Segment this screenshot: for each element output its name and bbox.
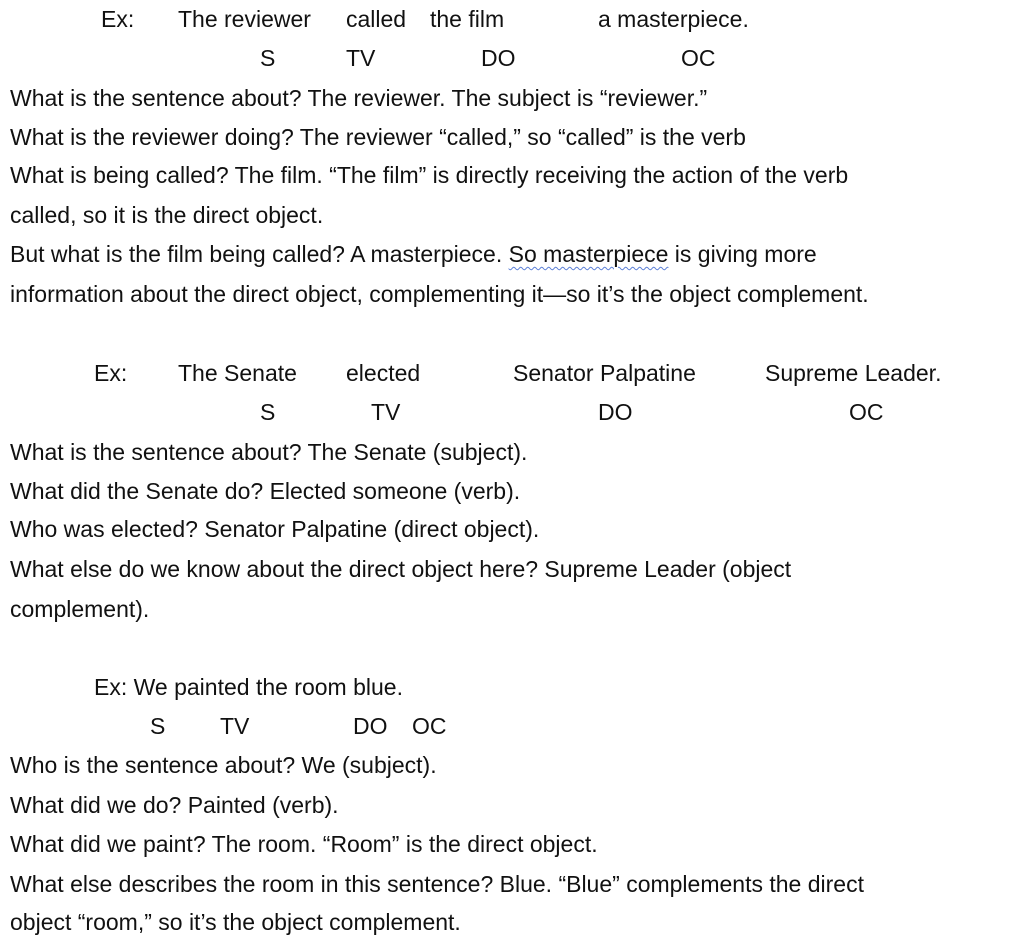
example2-label: Ex: <box>94 360 128 386</box>
example3-tag-do: DO <box>353 713 388 739</box>
example1-word-verb: called <box>346 6 407 32</box>
example1-tag-tv: TV <box>346 45 376 71</box>
example3-line-1: Who is the sentence about? We (subject). <box>10 752 437 778</box>
example3-sentence: Ex: We painted the room blue. <box>94 674 403 700</box>
example3-tag-s: S <box>150 713 166 739</box>
example1-tag-s: S <box>260 45 276 71</box>
example1-line-5-start: But what is the film being called? A masterpiece. <box>10 241 509 267</box>
example1-tag-oc: OC <box>681 45 716 71</box>
example3-tag-oc: OC <box>412 713 447 739</box>
example1-line-3: What is being called? The film. “The film” is directly receiving the action of the verb <box>10 162 849 188</box>
example1-line-5 <box>10 243 817 266</box>
example1-label: Ex: <box>101 6 135 32</box>
example2-tag-do: DO <box>598 399 633 425</box>
example2-word-direct-object: Senator Palpatine <box>513 360 696 386</box>
example2-line-5: complement). <box>10 596 150 622</box>
example1-tag-do: DO <box>481 45 516 71</box>
example1-line-1: What is the sentence about? The reviewer. The subject is “reviewer.” <box>10 85 708 111</box>
grammar-flag[interactable]: So masterpiece <box>508 241 669 267</box>
example3-line-3: What did we paint? The room. “Room” is the direct object. <box>10 831 598 857</box>
example2-line-1: What is the sentence about? The Senate (subject). <box>10 439 528 465</box>
example2-tag-tv: TV <box>371 399 401 425</box>
example1-line-4: called, so it is the direct object. <box>10 202 324 228</box>
example2-line-2: What did the Senate do? Elected someone (verb). <box>10 478 521 504</box>
example3-line-4: What else describes the room in this sentence? Blue. “Blue” complements the direct <box>10 871 864 897</box>
example2-tag-s: S <box>260 399 276 425</box>
example3-line-2: What did we do? Painted (verb). <box>10 792 339 818</box>
example1-word-object-complement: a masterpiece. <box>598 6 749 32</box>
example2-word-subject: The Senate <box>178 360 297 386</box>
example3-line-5: object “room,” so it’s the object complement. <box>10 909 461 935</box>
example2-word-object-complement: Supreme Leader. <box>765 360 942 386</box>
example1-line-2: What is the reviewer doing? The reviewer “called,” so “called” is the verb <box>10 124 746 150</box>
example1-line-5-end: is giving more <box>668 241 817 267</box>
example1-word-subject: The reviewer <box>178 6 311 32</box>
example2-word-verb: elected <box>346 360 421 386</box>
example1-word-direct-object: the film <box>430 6 505 32</box>
example2-line-3: Who was elected? Senator Palpatine (direct object). <box>10 516 540 542</box>
example2-line-4: What else do we know about the direct object here? Supreme Leader (object <box>10 556 792 582</box>
example1-line-6: information about the direct object, complementing it—so it’s the object complement. <box>10 281 869 307</box>
example3-tag-tv: TV <box>220 713 250 739</box>
example2-tag-oc: OC <box>849 399 884 425</box>
